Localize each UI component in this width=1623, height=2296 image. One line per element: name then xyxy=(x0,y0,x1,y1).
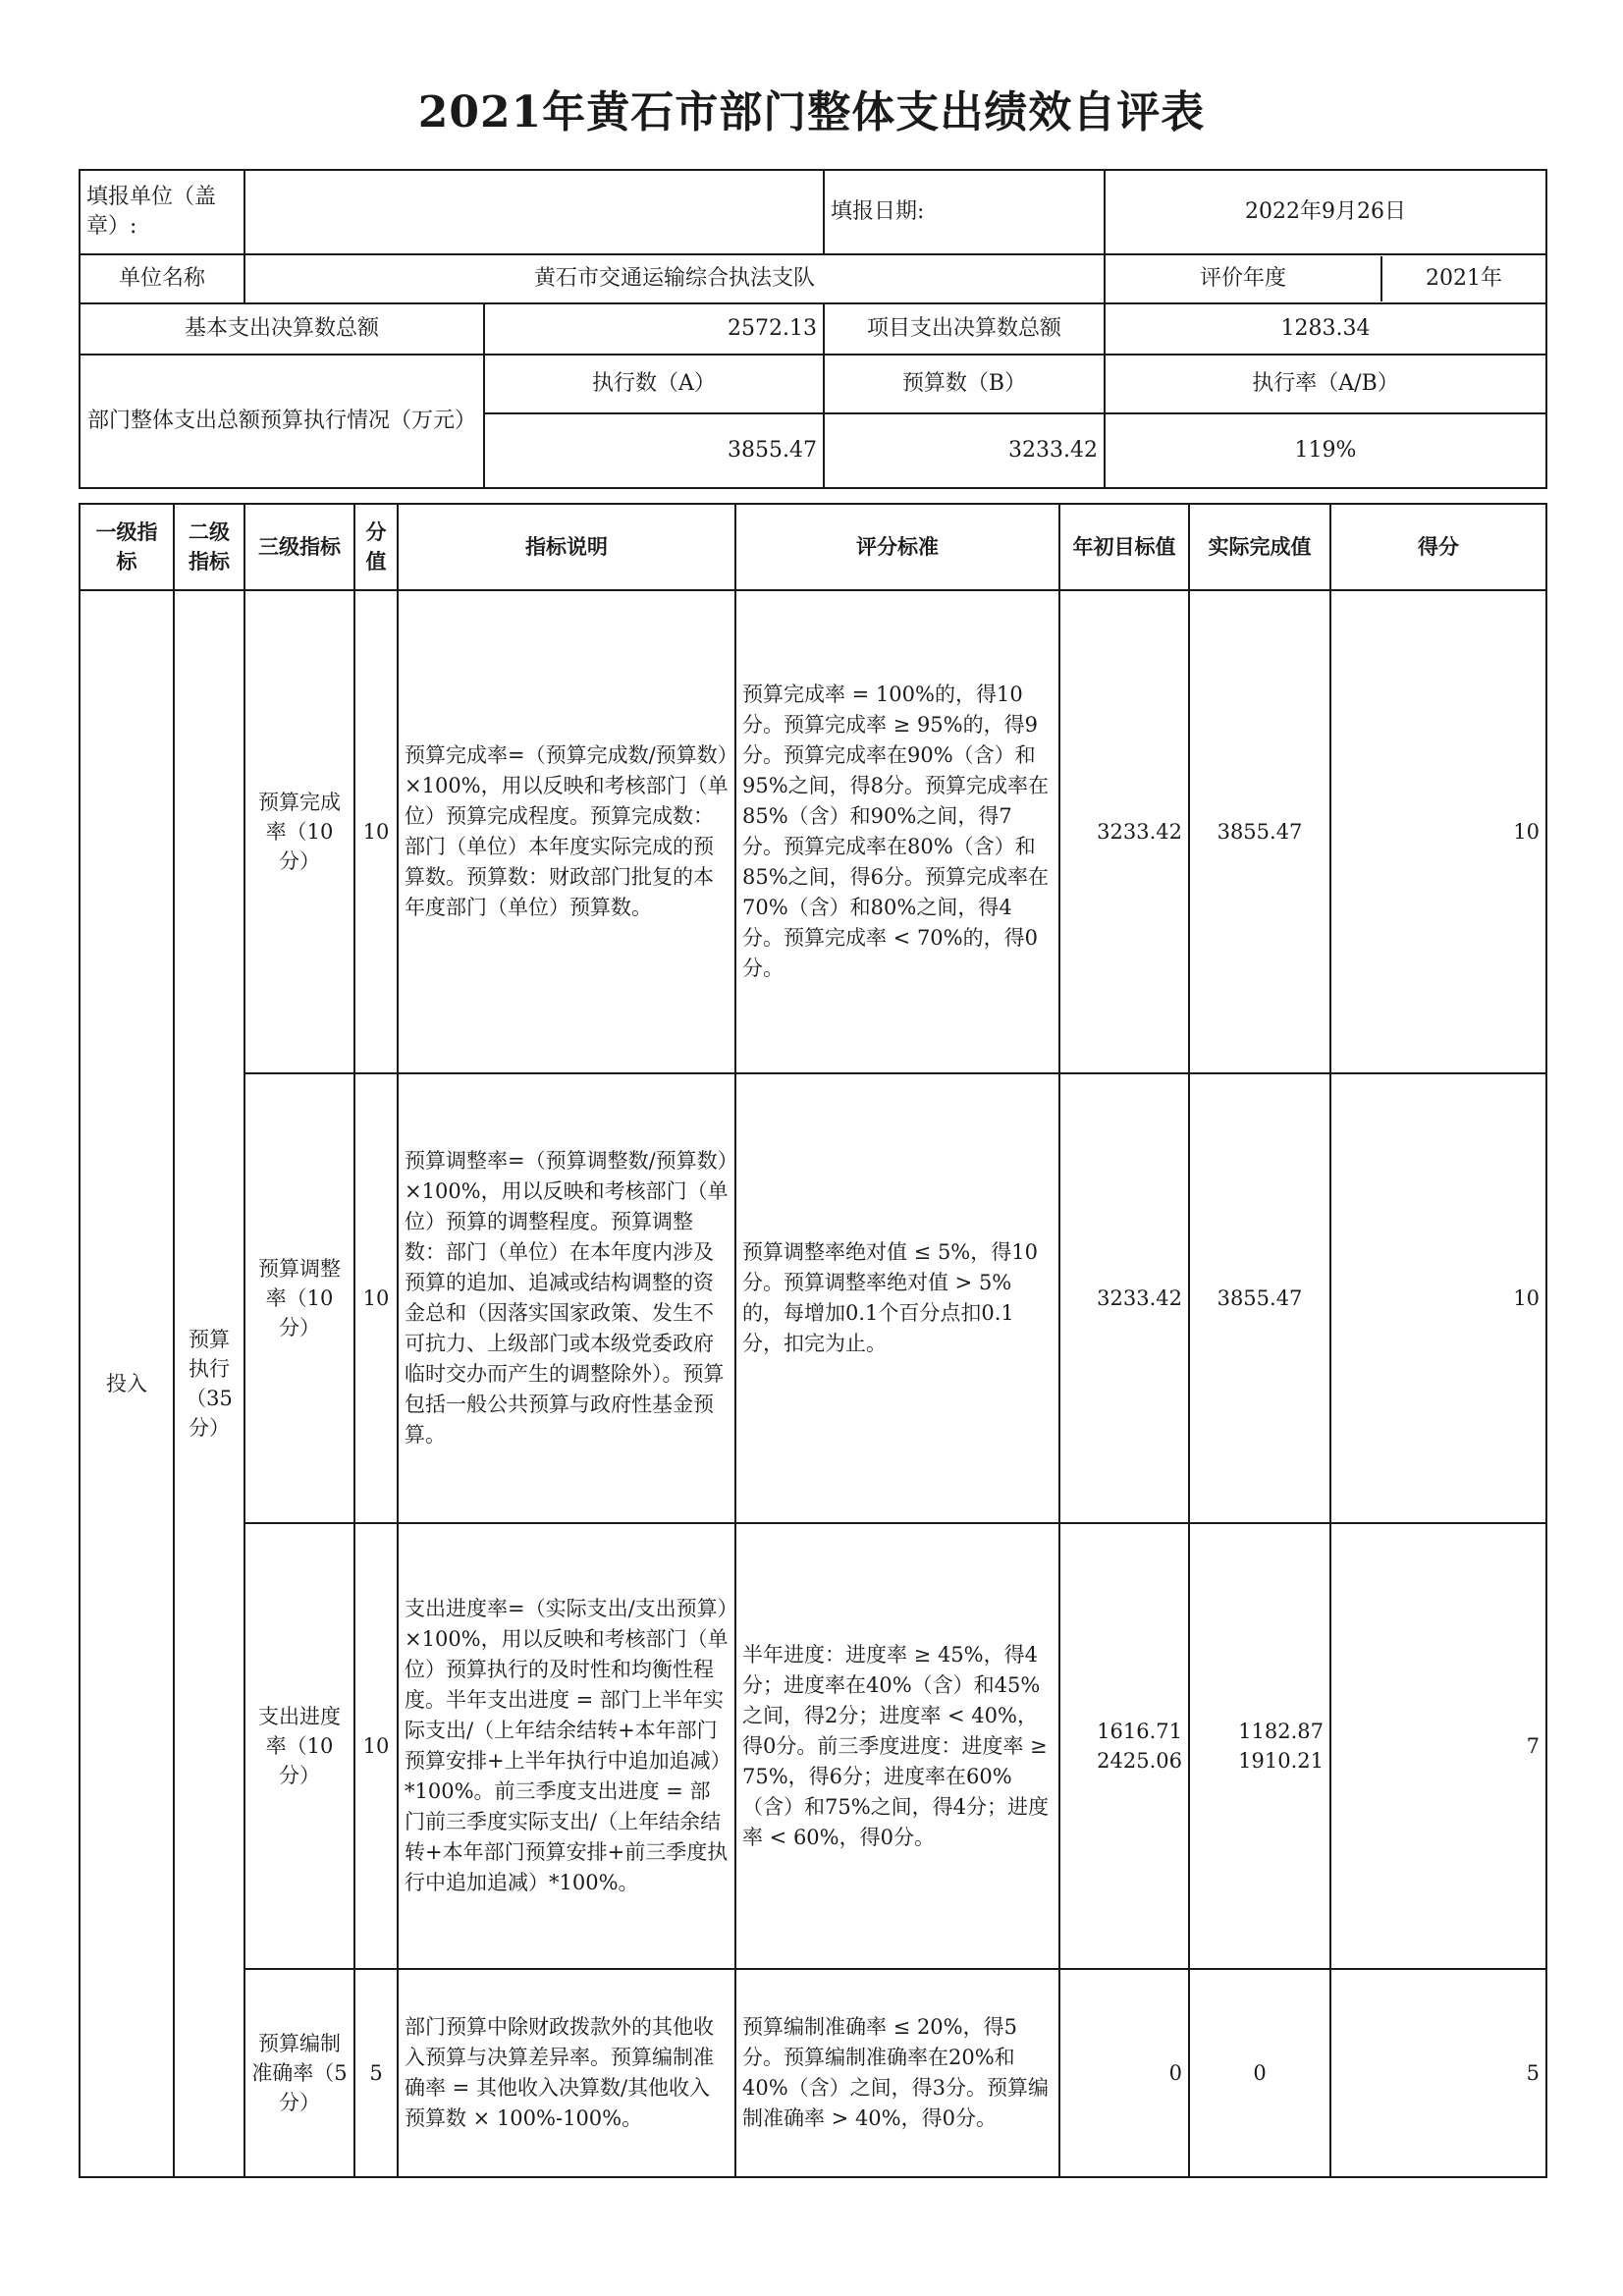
target-value: 3233.42 xyxy=(1097,820,1182,844)
row-criteria: 预算完成率 = 100%的，得10分。预算完成率 ≥ 95%的，得9分。预算完成率在90%（含）和95%之间，得8分。预算完成率在85%（含）和90%之间，得7分。预算完成率在80%（含）和85%之间，得6分。预算完成率在70%（含）和80%之间，得4分。预算完成率 < 70%的，得0分。 xyxy=(735,590,1059,1073)
basic-total-value: 2572.13 xyxy=(484,303,824,355)
row-points: 10 xyxy=(354,590,398,1073)
col-criteria: 评分标准 xyxy=(735,504,1059,590)
exec-amount-label: 执行数（A） xyxy=(484,355,824,413)
fill-unit-value xyxy=(244,170,824,254)
project-total-value: 1283.34 xyxy=(1105,303,1546,355)
row-description: 预算调整率=（预算调整数/预算数）×100%，用以反映和考核部门（单位）预算的调整程度。预算调整数：部门（单位）在本年度内涉及预算的追加、追减或结构调整的资金总和（因落实国家政策、发生不可抗力、上级部门或本级党委政府临时交办而产生的调整除外）。预算包括一般公共预算与政府性基金预算。 xyxy=(398,1073,735,1523)
basic-total-label: 基本支出决算数总额 xyxy=(80,303,484,355)
table-row xyxy=(80,590,1546,1073)
col-target: 年初目标值 xyxy=(1059,504,1189,590)
row-points: 10 xyxy=(354,1523,398,1969)
table-row xyxy=(80,1969,1546,2177)
col-level1: 一级指标 xyxy=(80,504,174,590)
row-actual xyxy=(1189,1969,1330,2177)
row-level3: 预算编制准确率（5分） xyxy=(244,1969,354,2177)
exec-rate-label: 执行率（A/B） xyxy=(1105,355,1546,413)
budget-amount-label: 预算数（B） xyxy=(824,355,1105,413)
header-info-table xyxy=(79,169,1547,489)
exec-amount-value: 3855.47 xyxy=(484,413,824,488)
eval-year-label: 评价年度 xyxy=(1106,256,1382,301)
row-level3: 预算完成率（10分） xyxy=(244,590,354,1073)
row-criteria: 预算编制准确率 ≤ 20%，得5分。预算编制准确率在20%和40%（含）之间，得3分。预算编制准确率 > 40%，得0分。 xyxy=(735,1969,1059,2177)
actual-value: 0 xyxy=(1253,2061,1267,2085)
row-description: 支出进度率=（实际支出/支出预算）×100%，用以反映和考核部门（单位）预算执行的及时性和均衡性程度。半年支出进度 = 部门上半年实际支出/（上年结余结转+本年部门预算安排+上半年执行中追加追减）*100%。前三季度支出进度 = 部门前三季度实际支出/（上年结余结转+本年部门预算安排+前三季度执行中追加追减）*100%。 xyxy=(398,1523,735,1969)
group-level2: 预算执行（35分） xyxy=(174,590,244,2177)
row-description: 部门预算中除财政拨款外的其他收入预算与决算差异率。预算编制准确率 = 其他收入决算数/其他收入预算数 × 100%-100%。 xyxy=(398,1969,735,2177)
col-score: 得分 xyxy=(1330,504,1546,590)
col-level3: 三级指标 xyxy=(244,504,354,590)
column-header-row xyxy=(80,504,1546,590)
unit-name-value: 黄石市交通运输综合执法支队 xyxy=(244,254,1105,303)
fill-unit-label: 填报单位（盖章）: xyxy=(80,170,244,254)
col-description: 指标说明 xyxy=(398,504,735,590)
target-value: 1616.71 xyxy=(1097,1720,1182,1743)
actual-value: 1910.21 xyxy=(1238,1749,1324,1773)
row-target xyxy=(1059,1523,1189,1969)
target-value: 0 xyxy=(1168,2061,1182,2085)
col-score-value: 分值 xyxy=(354,504,398,590)
target-value: 3233.42 xyxy=(1097,1286,1182,1310)
row-points: 5 xyxy=(354,1969,398,2177)
row-points: 10 xyxy=(354,1073,398,1523)
project-total-label: 项目支出决算数总额 xyxy=(824,303,1105,355)
row-score: 7 xyxy=(1330,1523,1546,1969)
row-actual xyxy=(1189,1523,1330,1969)
row-score: 5 xyxy=(1330,1969,1546,2177)
target-value: 2425.06 xyxy=(1097,1749,1182,1773)
unit-name-label: 单位名称 xyxy=(80,254,244,303)
row-target xyxy=(1059,1073,1189,1523)
row-target xyxy=(1059,1969,1189,2177)
col-actual: 实际完成值 xyxy=(1189,504,1330,590)
row-level3: 支出进度率（10分） xyxy=(244,1523,354,1969)
row-criteria: 预算调整率绝对值 ≤ 5%，得10分。预算调整率绝对值 > 5%的，每增加0.1个百分点扣0.1分，扣完为止。 xyxy=(735,1073,1059,1523)
actual-value: 1182.87 xyxy=(1238,1720,1324,1743)
row-criteria: 半年进度：进度率 ≥ 45%，得4分；进度率在40%（含）和45%之间，得2分；进度率 < 40%，得0分。前三季度进度：进度率 ≥ 75%，得6分；进度率在60%（含）和75%之间，得4分；进度率 < 60%，得0分。 xyxy=(735,1523,1059,1969)
eval-year-cell xyxy=(1105,254,1546,303)
eval-year-value: 2021年 xyxy=(1426,266,1502,291)
fill-date-value: 2022年9月26日 xyxy=(1105,170,1546,254)
row-score: 10 xyxy=(1330,590,1546,1073)
row-target xyxy=(1059,590,1189,1073)
budget-amount-value: 3233.42 xyxy=(824,413,1105,488)
row-description: 预算完成率=（预算完成数/预算数）×100%，用以反映和考核部门（单位）预算完成程度。预算完成数：部门（单位）本年度实际完成的预算数。预算数：财政部门批复的本年度部门（单位）预算数。 xyxy=(398,590,735,1073)
actual-value: 3855.47 xyxy=(1217,820,1303,844)
row-actual xyxy=(1189,1073,1330,1523)
fill-date-label: 填报日期: xyxy=(824,170,1105,254)
actual-value: 3855.47 xyxy=(1217,1286,1303,1310)
table-row xyxy=(80,1073,1546,1523)
row-level3: 预算调整率（10分） xyxy=(244,1073,354,1523)
row-actual xyxy=(1189,590,1330,1073)
budget-exec-label: 部门整体支出总额预算执行情况（万元） xyxy=(80,355,484,488)
page-title: 2021年黄石市部门整体支出绩效自评表 xyxy=(417,87,1206,137)
indicator-table xyxy=(79,503,1547,2178)
table-row xyxy=(80,1523,1546,1969)
exec-rate-value: 119% xyxy=(1105,413,1546,488)
col-level2: 二级指标 xyxy=(174,504,244,590)
group-level1: 投入 xyxy=(80,590,174,2177)
row-score: 10 xyxy=(1330,1073,1546,1523)
